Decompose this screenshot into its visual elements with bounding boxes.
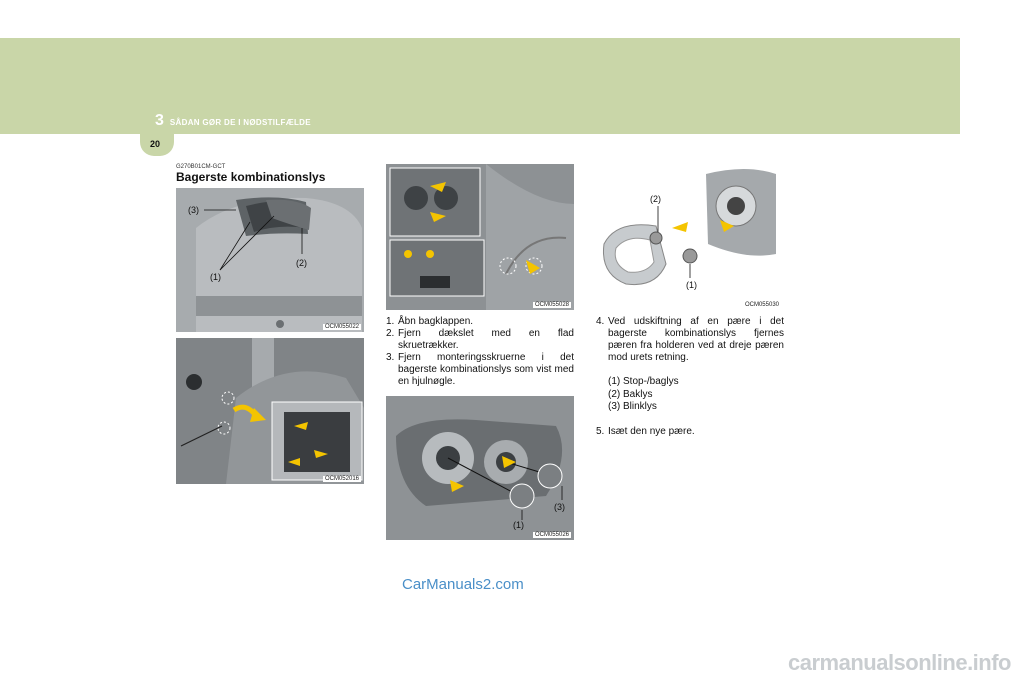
step-item: 5. Isæt den nye pære. <box>596 426 695 437</box>
steps-column-2 <box>386 316 574 388</box>
figure-mounting-screws <box>386 164 574 310</box>
steps-column-3b <box>596 426 784 438</box>
steps-column-3 <box>596 316 784 364</box>
footer-watermark[interactable]: carmanualsonline.info <box>788 650 1011 675</box>
figure-code: OCM055026 <box>534 532 569 538</box>
step-item: 3. Fjern monteringsskruerne i det bagerste kombinationslys som vist med en hjulnøgle. <box>386 352 574 387</box>
header-band <box>0 38 960 134</box>
interior-cover-illustration <box>176 338 364 484</box>
chapter-title: SÅDAN GØR DE I NØDSTILFÆLDE <box>169 118 311 127</box>
callout-2: (2) <box>650 194 661 204</box>
lamp-unit-illustration <box>386 396 574 540</box>
watermark[interactable]: CarManuals2.com <box>402 576 524 593</box>
figure-code: OCM055022 <box>324 324 359 330</box>
callout-3: (3) <box>188 205 199 215</box>
bulb-list <box>608 376 679 414</box>
step-item: 2. Fjern dækslet med en flad skruetrækker. <box>386 328 574 351</box>
callout-1: (1) <box>513 520 524 530</box>
figure-bulb-holder <box>596 164 784 310</box>
figure-code: OCM052016 <box>324 476 359 482</box>
step-item: 4. Ved udskiftning af en pære i det bagerste kombinationslys fjernes pæren fra holderen ved at dreje pæren mod urets retning. <box>596 316 784 363</box>
list-item: (2) Baklys <box>608 388 653 400</box>
figure-code: OCM055030 <box>744 302 779 308</box>
figure-code: OCM055028 <box>534 302 569 308</box>
step-item: 1. Åbn bagklappen. <box>386 316 474 327</box>
list-item: (3) Blinklys <box>608 401 657 412</box>
figure-rear-car <box>176 188 364 332</box>
list-item: (1) Stop-/baglys <box>608 376 679 387</box>
figure-lamp-unit <box>386 396 574 540</box>
callout-2: (2) <box>296 258 307 268</box>
callout-1: (1) <box>210 272 221 282</box>
page-number: 20 <box>150 139 161 149</box>
mounting-screws-illustration <box>386 164 574 310</box>
chapter-heading <box>155 112 311 130</box>
callout-3: (3) <box>554 502 565 512</box>
chapter-number: 3 <box>155 112 164 129</box>
section-title: Bagerste kombinationslys <box>176 170 326 184</box>
figure-interior-cover <box>176 338 364 484</box>
section-code: G270B01CM-GCT <box>176 164 226 170</box>
callout-1: (1) <box>686 280 697 290</box>
rear-car-illustration <box>176 188 364 332</box>
